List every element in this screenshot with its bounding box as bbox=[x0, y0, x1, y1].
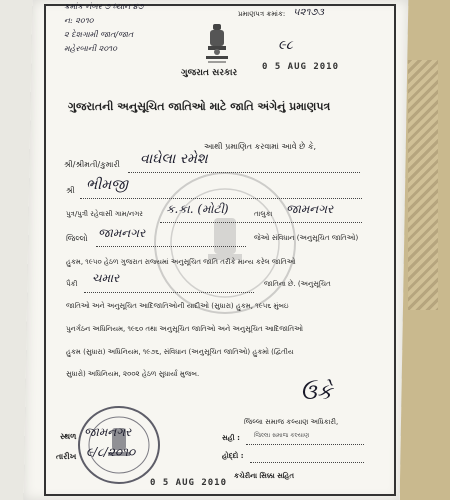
father-underline bbox=[80, 198, 362, 199]
father-value: ભીમજી bbox=[86, 177, 128, 193]
name-underline bbox=[128, 172, 360, 173]
header-note-4: મહેરબાની ૨૦૧૦ bbox=[64, 44, 117, 53]
body-line-1: જેઓ સંવિધાન (અનુસૂચિત જાતિઓ) bbox=[254, 234, 359, 242]
body-line-8: સુધારો) અધિનિયમ, ૨૦૦૨ હેઠળ સુધાર્યા મુજબ. bbox=[66, 370, 200, 378]
header-note-2: ન: ૨૦૧૦ bbox=[64, 16, 94, 25]
caste-value: ચમાર bbox=[92, 271, 120, 285]
page-title: ગુજરાતની અનુસૂચિત જાતિઓ માટે જાતિ અંગેનું પ્રમાણપત્ર bbox=[68, 100, 331, 113]
caste-underline bbox=[84, 292, 254, 293]
tarikh-value: ૯/૮/૨૦૧૦ bbox=[86, 445, 136, 459]
header-note-1: ક્રમાંક નંબર ૭ ધ્યાન ૪૭ bbox=[64, 2, 144, 11]
ref-label: પ્રમાણપત્ર ક્રમાંક: bbox=[238, 10, 286, 18]
village-underline bbox=[160, 222, 362, 223]
stamp-date: 0 5 AUG 2010 bbox=[262, 62, 340, 72]
body-line-7: હુકમ (સુધારા) અધિનિયમ, ૧૯૭૬, સંવિધાન (અનુસૂચિત જાતિઓ) હુકમો (દ્વિતીય bbox=[66, 348, 294, 356]
taluka-label: તાલુકા bbox=[254, 210, 273, 218]
name-label: શ્રી/શ્રીમતી/કુમારી bbox=[64, 160, 120, 169]
officer-signature: ઉકે bbox=[300, 380, 333, 405]
official-seal-watermark-icon bbox=[150, 168, 300, 318]
hodda-underline bbox=[250, 462, 364, 463]
village-value: ક.કા. (મોટી) bbox=[166, 202, 229, 216]
body-line-6: પુનર્ગઠન અધિનિયમ, ૧૯૬૦ તથા અનુસૂચિત જાતિઓ અને અનુસૂચિત આદિજાતિઓ bbox=[66, 325, 303, 333]
body-line-3: પૈકી bbox=[66, 280, 78, 288]
header-note-3: ૨ દેશગામી જાત/જાત bbox=[64, 30, 134, 39]
district-underline bbox=[96, 246, 246, 247]
ref-number: ૫૨૧૭૩ bbox=[293, 7, 324, 18]
authority-name: ગુજરાત સરકાર bbox=[181, 68, 238, 78]
tarikh-label: તારીખ bbox=[56, 452, 77, 461]
sahi-value: જિલ્લા સમાજ કલ્યાણ bbox=[254, 432, 310, 439]
district-value: જામનગર bbox=[98, 226, 146, 240]
village-label: પુત્ર/પુત્રી રહેવાસી ગામ/નગર bbox=[66, 210, 143, 218]
officer-title: જિલ્લા સમાજ કલ્યાણ અધિકારી, bbox=[244, 418, 339, 426]
body-line-4: જાતિના છે. (અનુસૂચિત bbox=[264, 280, 331, 288]
emblem-icon bbox=[200, 22, 234, 66]
stamp-number: ૯૮ bbox=[278, 38, 293, 53]
sahi-label: સહી : bbox=[222, 434, 240, 442]
background-strip bbox=[400, 0, 450, 500]
name-value: વાઘેલા રમેશ bbox=[140, 151, 208, 167]
bottom-stamp-date: 0 5 AUG 2010 bbox=[150, 478, 228, 488]
district-label: જિલ્લો bbox=[66, 234, 88, 243]
father-label: શ્રી bbox=[66, 186, 75, 195]
hodda-label: હોદ્દો : bbox=[222, 452, 244, 460]
sthal-label: સ્થળ bbox=[60, 432, 77, 441]
sahi-underline bbox=[246, 444, 364, 445]
taluka-value: જામનગર bbox=[286, 202, 334, 216]
body-line-2: હુકમ, ૧૯૫૦ હેઠળ ગુજરાત રાજ્યમાં અનુસૂચિત જાતિ તરીકે માન્ય કરેલ જાતિઓ bbox=[66, 258, 296, 266]
intro-line: આથી પ્રમાણિત કરવામાં આવે છે કે, bbox=[204, 142, 317, 151]
sthal-value: જામનગર bbox=[84, 425, 132, 439]
seal-label: કચેરીના સિક્કા સહિત bbox=[234, 472, 294, 480]
body-line-5: જાતિઓ અને અનુસૂચિત આદિજાતિઓની યાદીઓ (સુધારા) હુકમ, ૧૯૫૬ મુંબઇ bbox=[66, 302, 289, 310]
